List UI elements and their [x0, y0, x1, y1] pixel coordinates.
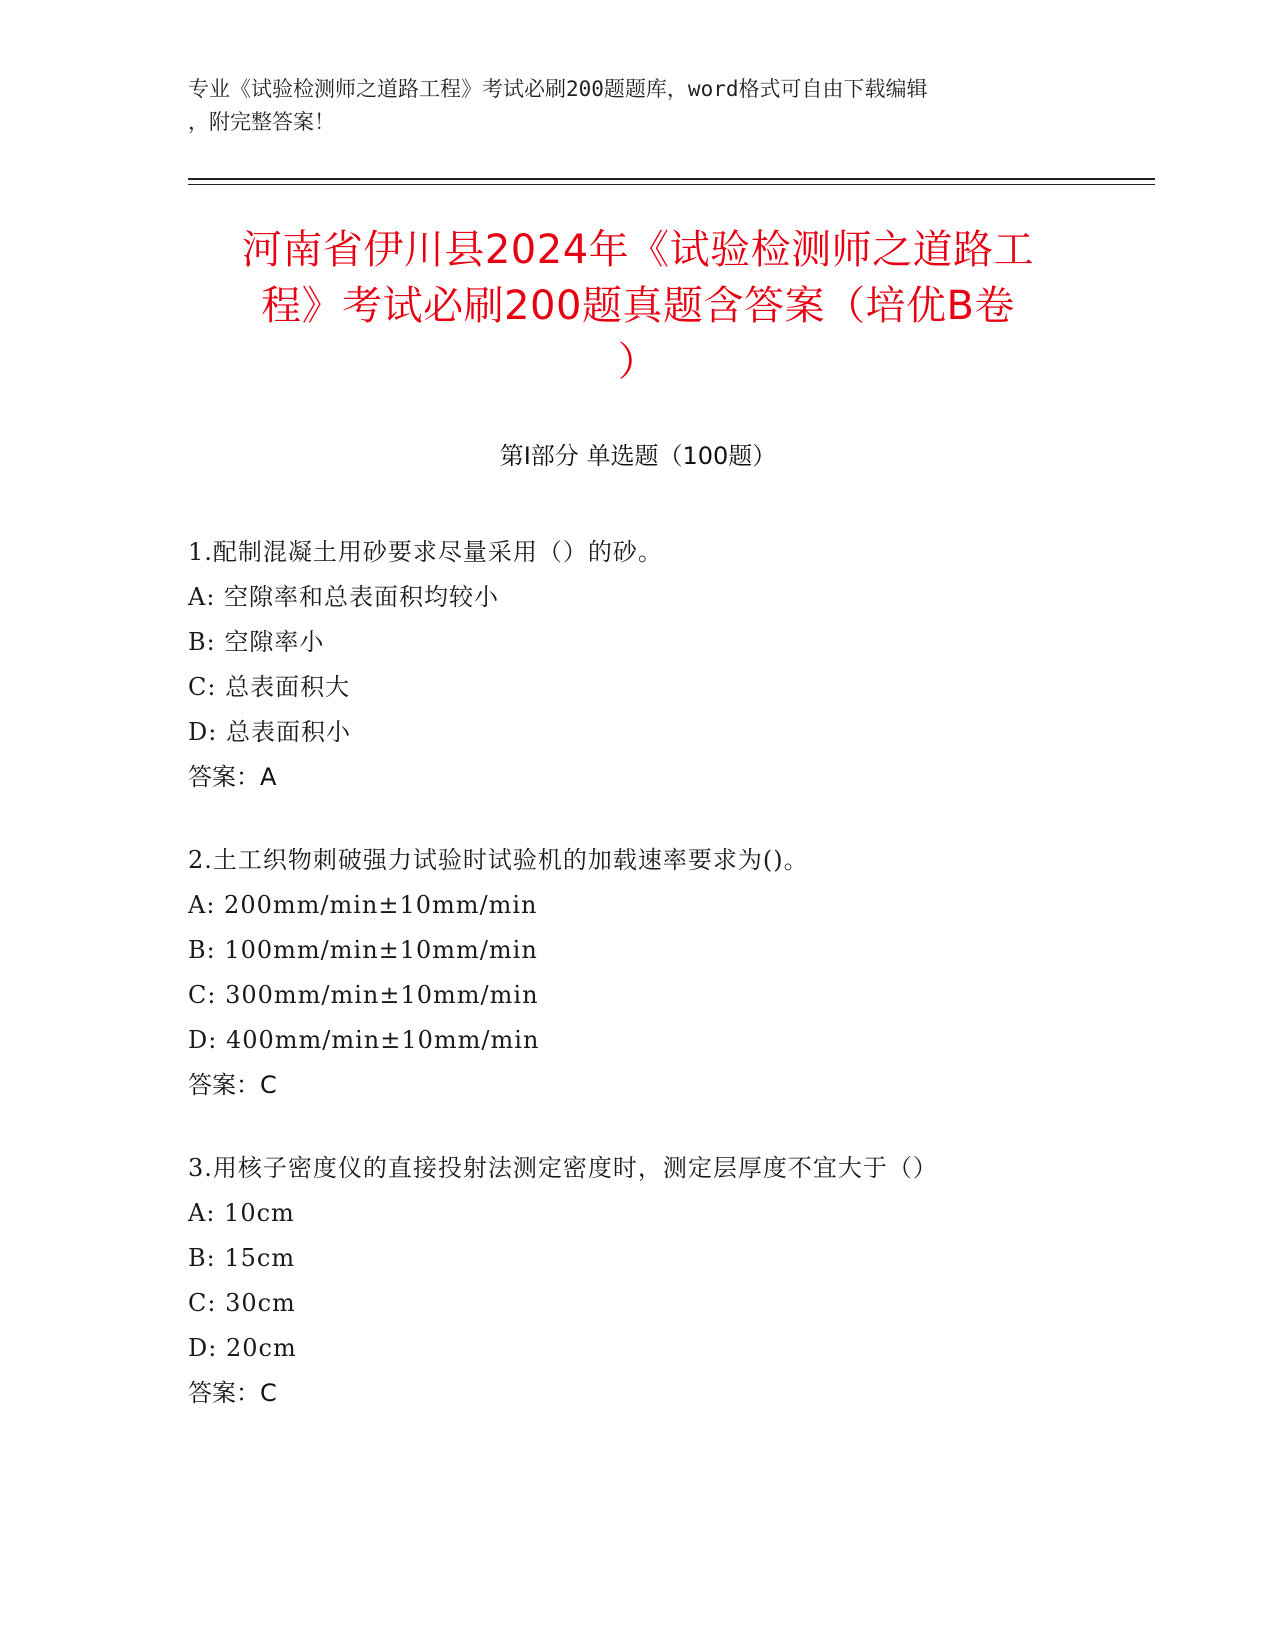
option-a: A: 空隙率和总表面积均较小	[188, 583, 500, 611]
option-c: C: 300mm/min±10mm/min	[188, 981, 539, 1009]
option-c: C: 总表面积大	[188, 673, 351, 701]
question-item	[188, 1146, 1148, 1416]
option-b: B: 空隙率小	[188, 628, 325, 656]
question-list	[188, 530, 1148, 1454]
header-note-line-2: ，附完整答案！	[188, 110, 335, 134]
option-d: D: 400mm/min±10mm/min	[188, 1026, 540, 1054]
question-stem: 1.配制混凝土用砂要求尽量采用（）的砂。	[188, 538, 663, 566]
document-title-line-3: ）	[617, 339, 659, 385]
header-note	[188, 73, 1088, 139]
header-note-line-1: 专业《试验检测师之道路工程》考试必刷200题题库，word格式可自由下载编辑	[188, 77, 928, 101]
answer-label: 答案：C	[188, 1071, 277, 1099]
answer-label: 答案：C	[188, 1379, 277, 1407]
question-stem: 2.土工织物刺破强力试验时试验机的加载速率要求为()。	[188, 846, 809, 874]
question-item	[188, 838, 1148, 1108]
document-title-line-2: 程》考试必刷200题真题含答案（培优B卷	[261, 283, 1015, 329]
document-title	[178, 222, 1098, 390]
answer-label: 答案：A	[188, 763, 277, 791]
option-a: A: 10cm	[188, 1199, 295, 1227]
option-b: B: 15cm	[188, 1244, 296, 1272]
section-title: 第Ⅰ部分 单选题（100题）	[499, 442, 777, 470]
question-item	[188, 530, 1148, 800]
option-b: B: 100mm/min±10mm/min	[188, 936, 538, 964]
option-d: D: 总表面积小	[188, 718, 351, 746]
question-stem: 3.用核子密度仪的直接投射法测定密度时，测定层厚度不宜大于（）	[188, 1154, 938, 1182]
header-divider-thin	[188, 184, 1155, 185]
header-divider-thick	[188, 178, 1155, 180]
option-d: D: 20cm	[188, 1334, 297, 1362]
option-a: A: 200mm/min±10mm/min	[188, 891, 538, 919]
option-c: C: 30cm	[188, 1289, 296, 1317]
document-title-line-1: 河南省伊川县2024年《试验检测师之道路工	[241, 227, 1035, 273]
